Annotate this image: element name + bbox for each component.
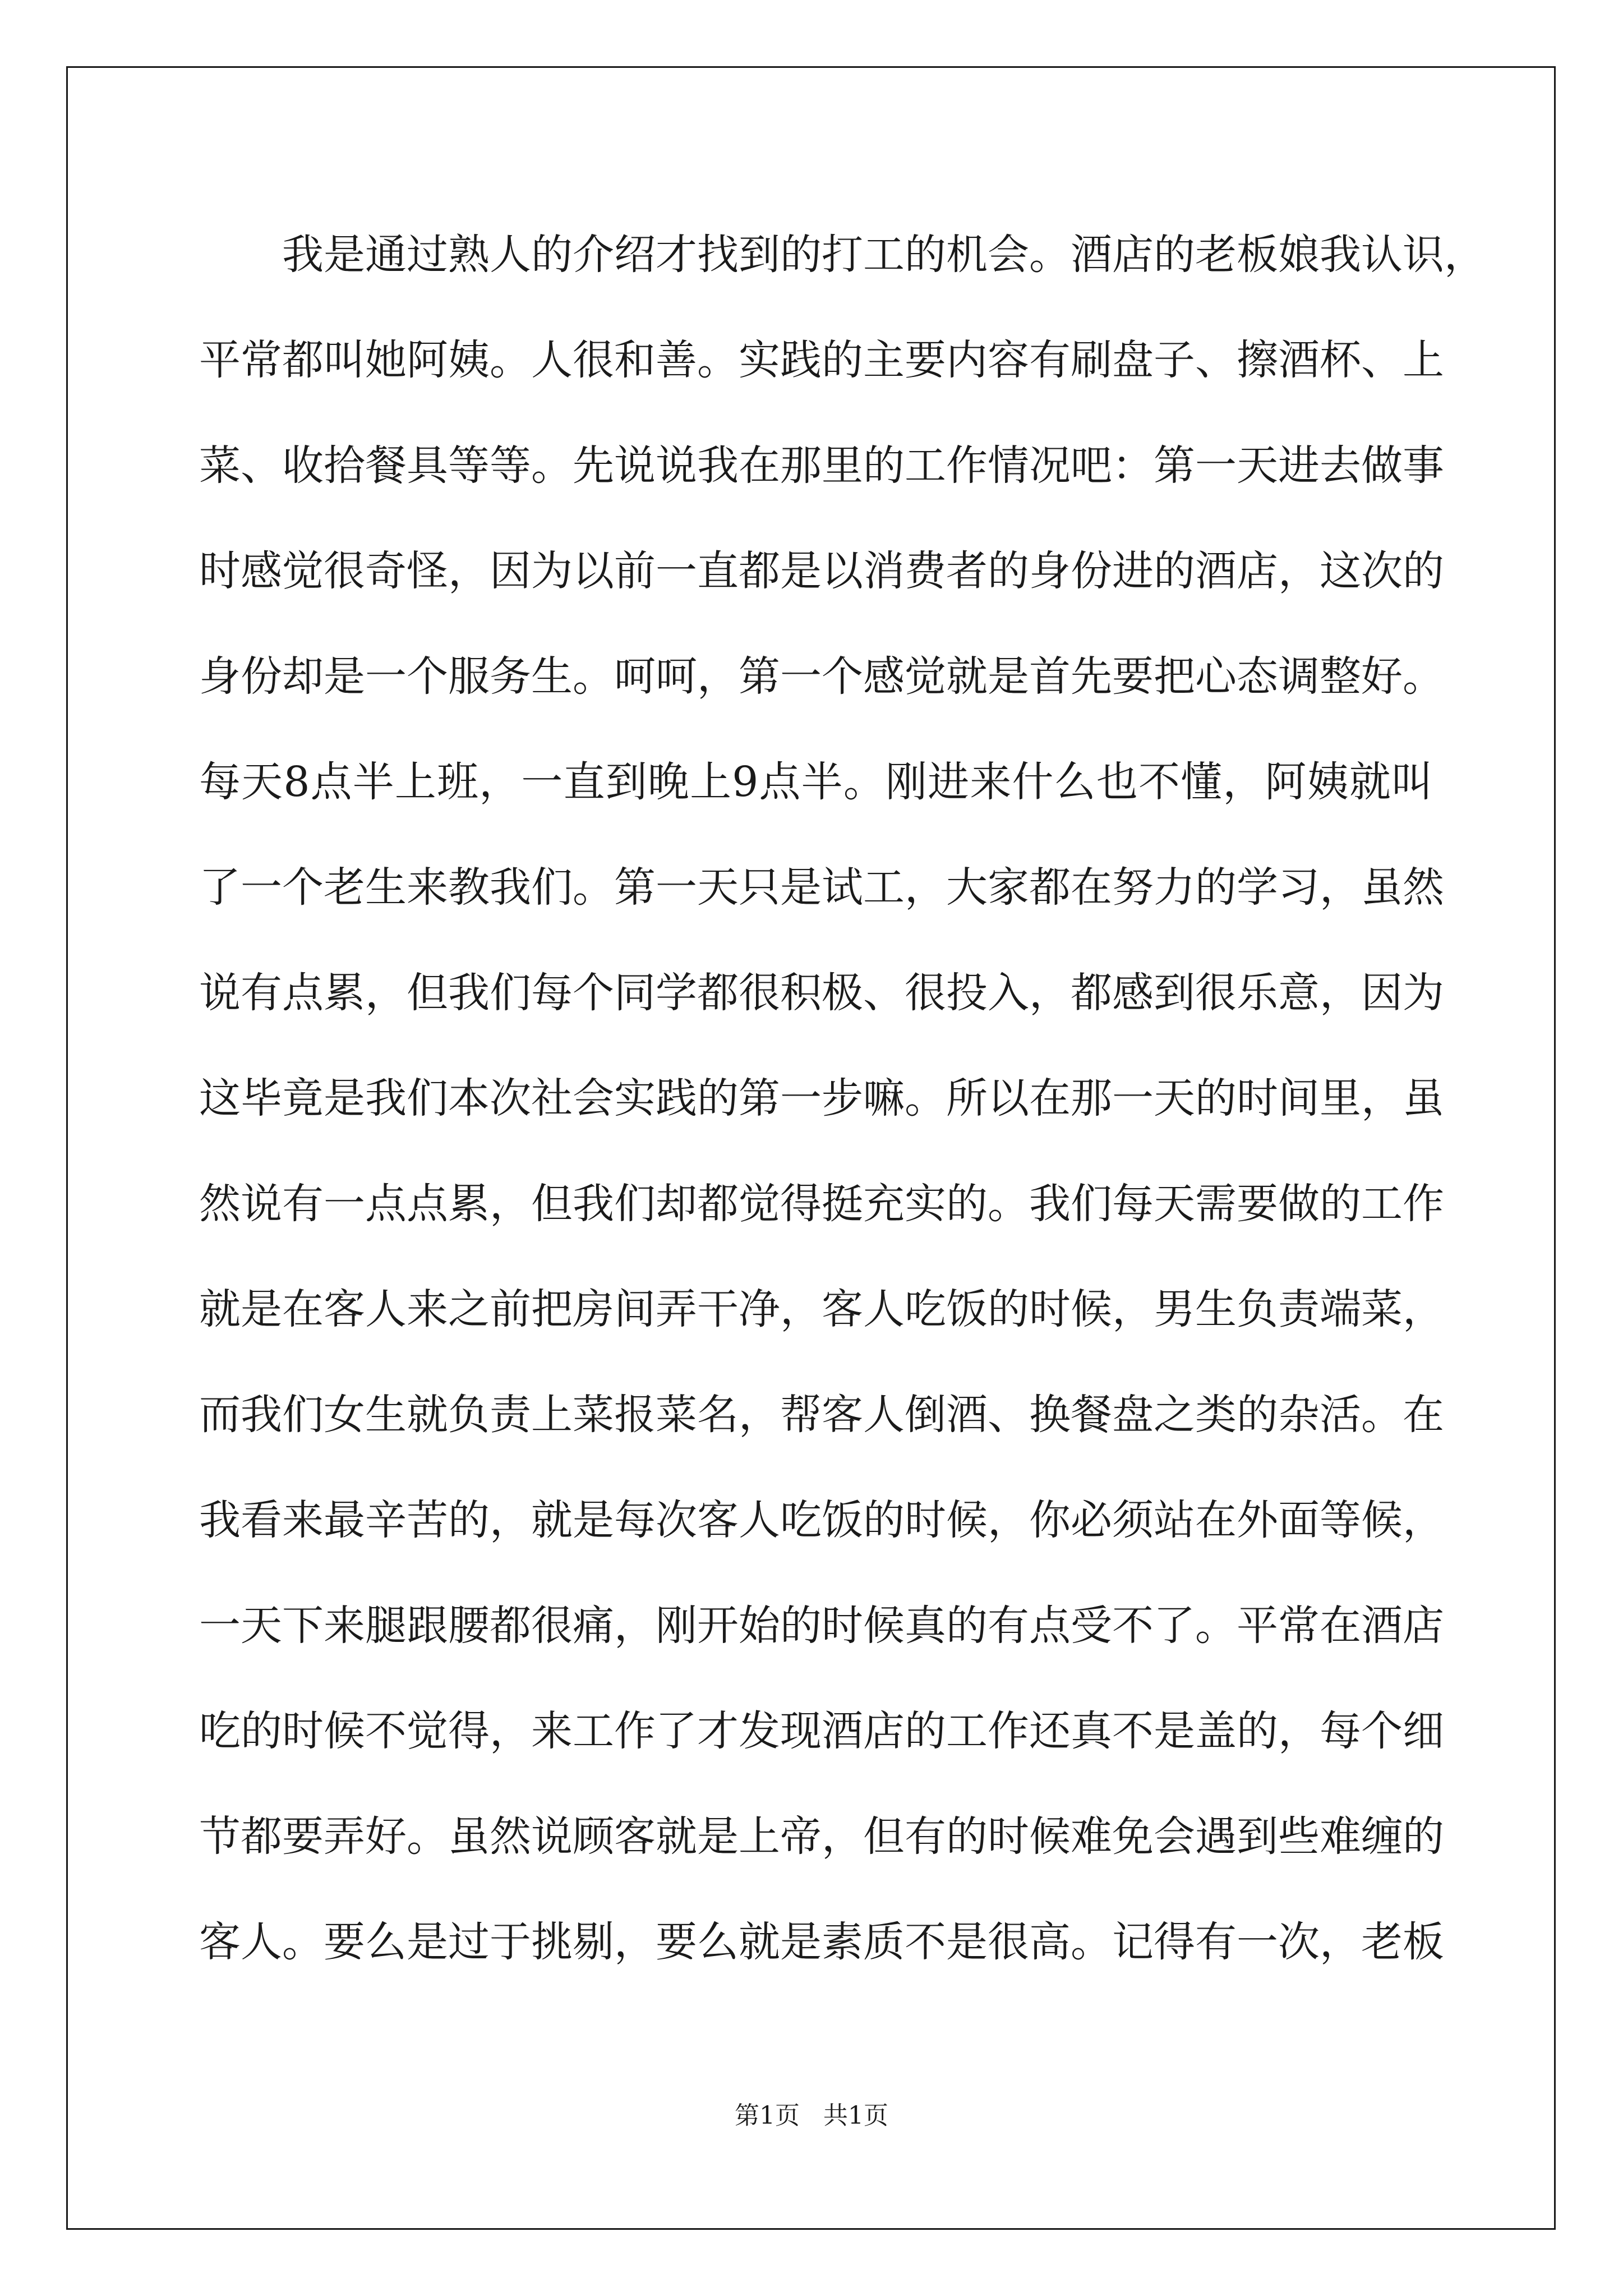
text-line: 我看来最辛苦的，就是每次客人吃饭的时候，你必须站在外面等候，: [199, 1496, 1444, 1544]
text-line: 节都要弄好。虽然说顾客就是上帝，但有的时候难免会遇到些难缠的: [199, 1812, 1444, 1861]
text-line: 我是通过熟人的介绍才找到的打工的机会。酒店的老板娘我认识，: [282, 231, 1486, 279]
text-line: 吃的时候不觉得，来工作了才发现酒店的工作还真不是盖的，每个细: [199, 1707, 1444, 1755]
text-line: 时感觉很奇怪，因为以前一直都是以消费者的身份进的酒店，这次的: [199, 547, 1444, 595]
text-line: 一天下来腿跟腰都很痛，刚开始的时候真的有点受不了。平常在酒店: [199, 1602, 1444, 1650]
text-line: 客人。要么是过于挑剔，要么就是素质不是很高。记得有一次，老板: [199, 1918, 1444, 1966]
text-line: 就是在客人来之前把房间弄干净，客人吃饭的时候，男生负责端菜，: [199, 1285, 1444, 1333]
page-number-footer: 第1页 共1页: [735, 2101, 888, 2130]
text-line: 菜、收拾餐具等等。先说说我在那里的工作情况吧：第一天进去做事: [199, 441, 1444, 490]
text-line: 说有点累，但我们每个同学都很积极、很投入，都感到很乐意，因为: [199, 969, 1444, 1017]
document-body: [199, 202, 1486, 1995]
text-line: 身份却是一个服务生。呵呵，第一个感觉就是首先要把心态调整好。: [199, 652, 1444, 701]
text-line: 然说有一点点累，但我们却都觉得挺充实的。我们每天需要做的工作: [199, 1180, 1444, 1228]
text-line: 了一个老生来教我们。第一天只是试工，大家都在努力的学习，虽然: [199, 863, 1444, 912]
text-line: 平常都叫她阿姨。人很和善。实践的主要内容有刷盘子、擦酒杯、上: [199, 336, 1444, 384]
text-line: 这毕竟是我们本次社会实践的第一步嘛。所以在那一天的时间里，虽: [199, 1074, 1444, 1122]
text-line: 而我们女生就负责上菜报菜名，帮客人倒酒、换餐盘之类的杂活。在: [199, 1391, 1444, 1439]
text-line: 每天8点半上班，一直到晚上9点半。刚进来什么也不懂，阿姨就叫: [199, 758, 1433, 806]
